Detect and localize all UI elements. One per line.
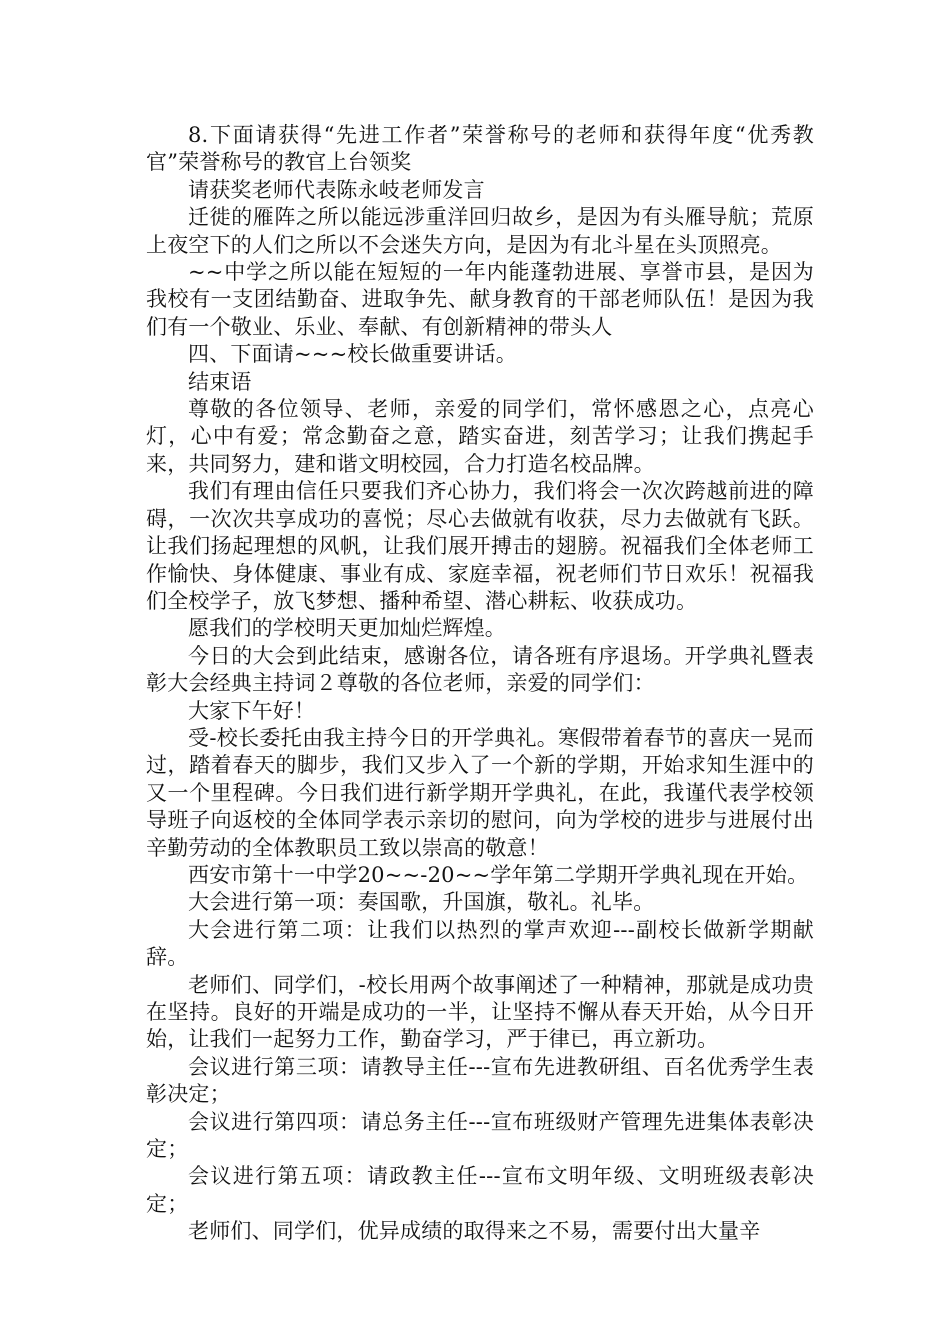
paragraph-agenda-item-1: 大会进行第一项：奏国歌，升国旗，敬礼。礼毕。 [188,890,655,915]
paragraph-host-opening: 受-校长委托由我主持今日的开学典礼。寒假带着春节的喜庆一晃而过，踏着春天的脚步，我们又步入了一个新的学期，开始求知生涯中的又一个里程碑。今日我们进行新学期开学典礼，在此，我谨代表学校领导班子向返校的全体同学表示亲切的慰问，向为学校的进步与进展付出辛勤劳动的全体教职员工致以崇高的敬意！ [146,725,814,860]
paragraph-teacher-speech-intro: 请获奖老师代表陈永岐老师发言 [188,177,485,202]
paragraph-greeting: 大家下午好！ [188,698,316,723]
paragraph-school-progress: ~~中学之所以能在短短的一年内能蓬勃进展、享誉市县，是因为我校有一支团结勤奋、进取争先、献身教育的干部老师队伍！是因为我们有一个敬业、乐业、奉献、有创新精神的带头人 [146,260,814,339]
paragraph-meeting-end: 今日的大会到此结束，感谢各位，请各班有序退场。开学典礼暨表彰大会经典主持词２尊敬的各位老师，亲爱的同学们： [146,643,814,696]
paragraph-ceremony-start: 西安市第十一中学20~~-20~~学年第二学期开学典礼现在开始。 [188,862,809,887]
paragraph-agenda-item-2: 大会进行第二项：让我们以热烈的掌声欢迎---副校长做新学期献辞。 [146,917,814,970]
paragraph-closing-heading: 结束语 [188,369,252,394]
paragraph-agenda-item-4: 会议进行第四项：请总务主任---宣布班级财产管理先进集体表彰决定； [146,1109,814,1162]
paragraph-award-announcement: 8.下面请获得“先进工作者”荣誉称号的老师和获得年度“优秀教官”荣誉称号的教官上台领奖 [146,123,814,175]
paragraph-principal-speech: 四、下面请~~~校长做重要讲话。 [188,342,517,367]
paragraph-school-future: 愿我们的学校明天更加灿烂辉煌。 [188,616,506,641]
paragraph-closing-wishes: 我们有理由信任只要我们齐心协力，我们将会一次次跨越前进的障碍，一次次共享成功的喜悦；尽心去做就有收获，尽力去做就有飞跃。让我们扬起理想的风帆，让我们展开搏击的翅膀。祝福我们全体老师工作愉快、身体健康、事业有成、家庭幸福，祝老师们节日欢乐！祝福我们全校学子，放飞梦想、播种希望、潜心耕耘、收获成功。 [146,479,814,613]
paragraph-closing-gratitude: 尊敬的各位领导、老师，亲爱的同学们，常怀感恩之心，点亮心灯，心中有爱；常念勤奋之意，踏实奋进，刻苦学习；让我们携起手来，共同努力，建和谐文明校园，合力打造名校品牌。 [146,397,814,476]
document-body [146,122,814,1246]
paragraph-geese-metaphor: 迁徙的雁阵之所以能远涉重洋回归故乡，是因为有头雁导航；荒原上夜空下的人们之所以不会迷失方向，是因为有北斗星在头顶照亮。 [146,205,814,257]
paragraph-persistence: 老师们、同学们，-校长用两个故事阐述了一种精神，那就是成功贵在坚持。良好的开端是成功的一半，让坚持不懈从春天开始，从今日开始，让我们一起努力工作，勤奋学习，严于律已，再立新功。 [146,972,814,1052]
paragraph-agenda-item-5: 会议进行第五项：请政教主任---宣布文明年级、文明班级表彰决定； [146,1164,814,1216]
paragraph-achievements: 老师们、同学们，优异成绩的取得来之不易，需要付出大量辛 [188,1219,761,1244]
paragraph-agenda-item-3: 会议进行第三项：请教导主任---宣布先进教研组、百名优秀学生表彰决定； [146,1054,814,1107]
